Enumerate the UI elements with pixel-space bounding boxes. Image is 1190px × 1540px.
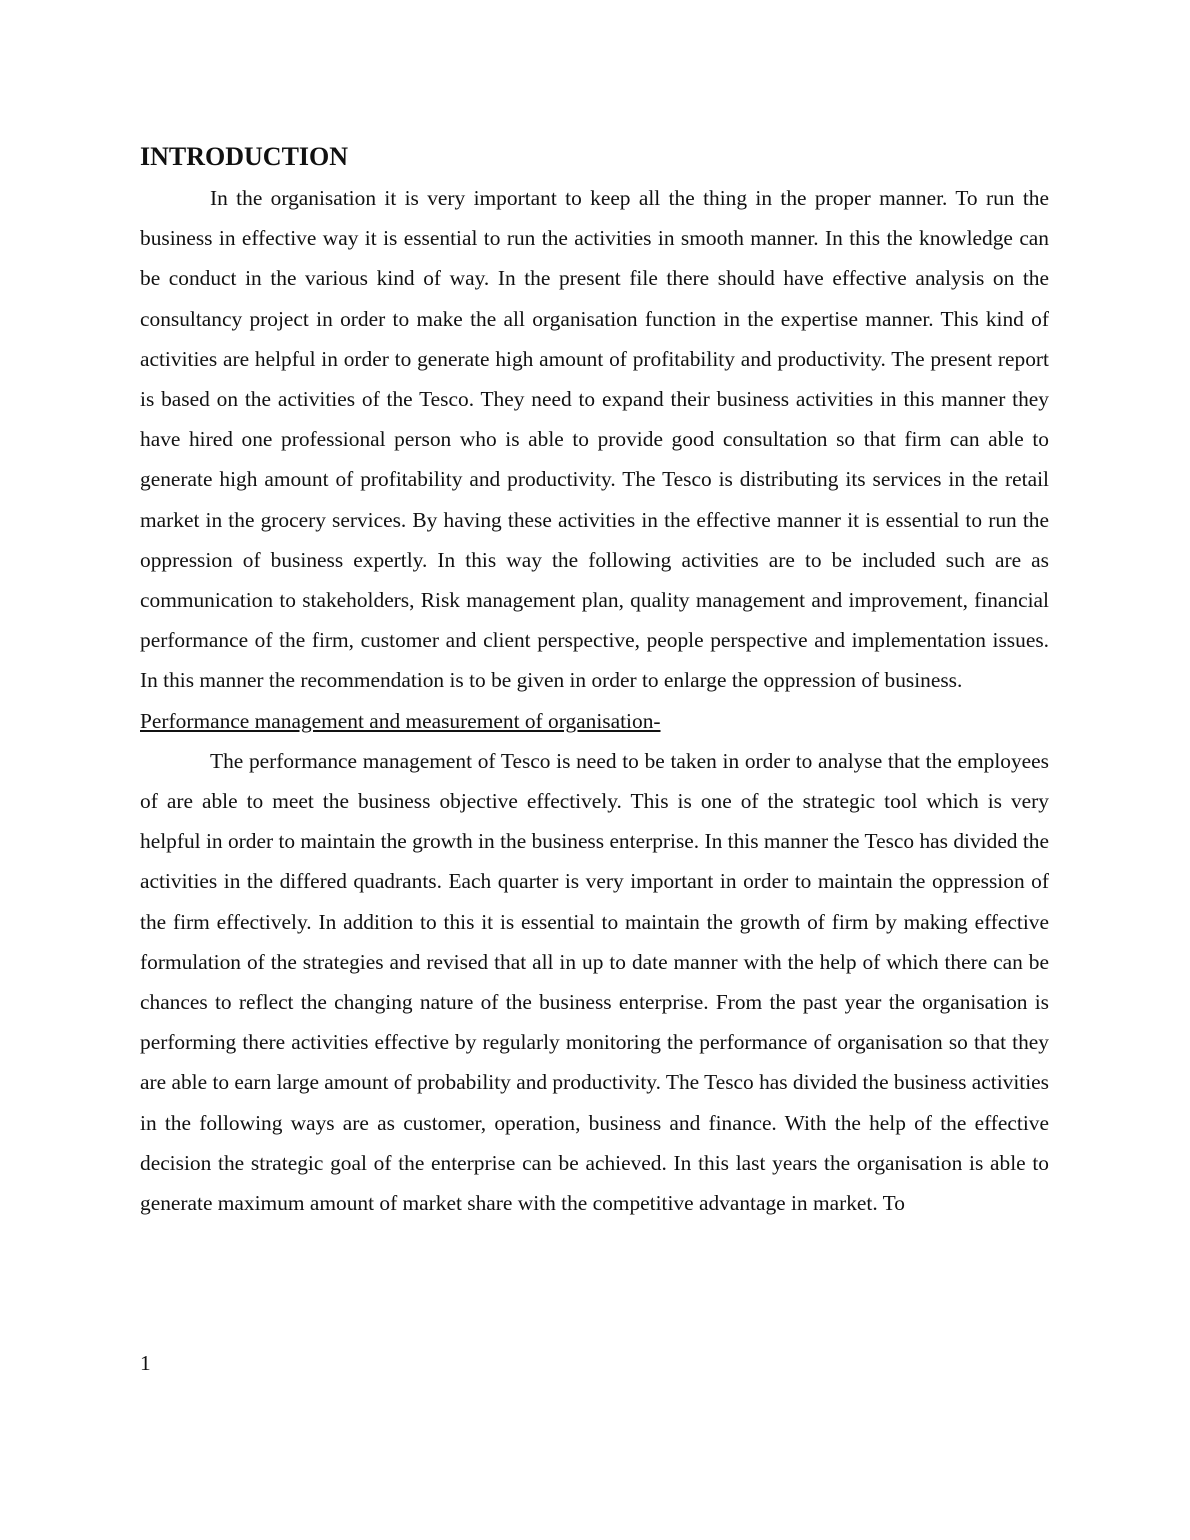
subheading-performance-management: Performance management and measurement of organisation- [140, 708, 661, 733]
intro-paragraph: In the organisation it is very important to keep all the thing in the proper manner. To run the business in effective way it is essential to run the activities in smooth manner. In this the knowledge can be conduct in the various kind of way. In the present file there should have effective analysis on the consultancy project in order to make the all organisation function in the expertise manner. This kind of activities are helpful in order to generate high amount of profitability and productivity. The present report is based on the activities of the Tesco. They need to expand their business activities in this manner they have hired one professional person who is able to provide good consultation so that firm can able to generate high amount of profitability and productivity. The Tesco is distributing its services in the retail market in the grocery services. By having these activities in the effective manner it is essential to run the oppression of business expertly. In this way the following activities are to be included such are as communication to stakeholders, Risk management plan, quality management and improvement, financial performance of the firm, customer and client perspective, people perspective and implementation issues. In this manner the recommendation is to be given in order to enlarge the oppression of business. [140, 186, 1049, 693]
performance-paragraph: The performance management of Tesco is need to be taken in order to analyse that the employees of are able to meet the business objective effectively. This is one of the strategic tool which is very helpful in order to maintain the growth in the business enterprise. In this manner the Tesco has divided the activities in the differed quadrants. Each quarter is very important in order to maintain the oppression of the firm effectively. In addition to this it is essential to maintain the growth of firm by making effective formulation of the strategies and revised that all in up to date manner with the help of which there can be chances to reflect the changing nature of the business enterprise. From the past year the organisation is performing there activities effective by regularly monitoring the performance of organisation so that they are able to earn large amount of probability and productivity. The Tesco has divided the business activities in the following ways are as customer, operation, business and finance. With the help of the effective decision the strategic goal of the enterprise can be achieved. In this last years the organisation is able to generate maximum amount of market share with the competitive advantage in market. To [140, 748, 1049, 1216]
page-number: 1 [140, 1351, 151, 1375]
section-heading-introduction: INTRODUCTION [140, 142, 349, 171]
page-content [140, 138, 1049, 1223]
